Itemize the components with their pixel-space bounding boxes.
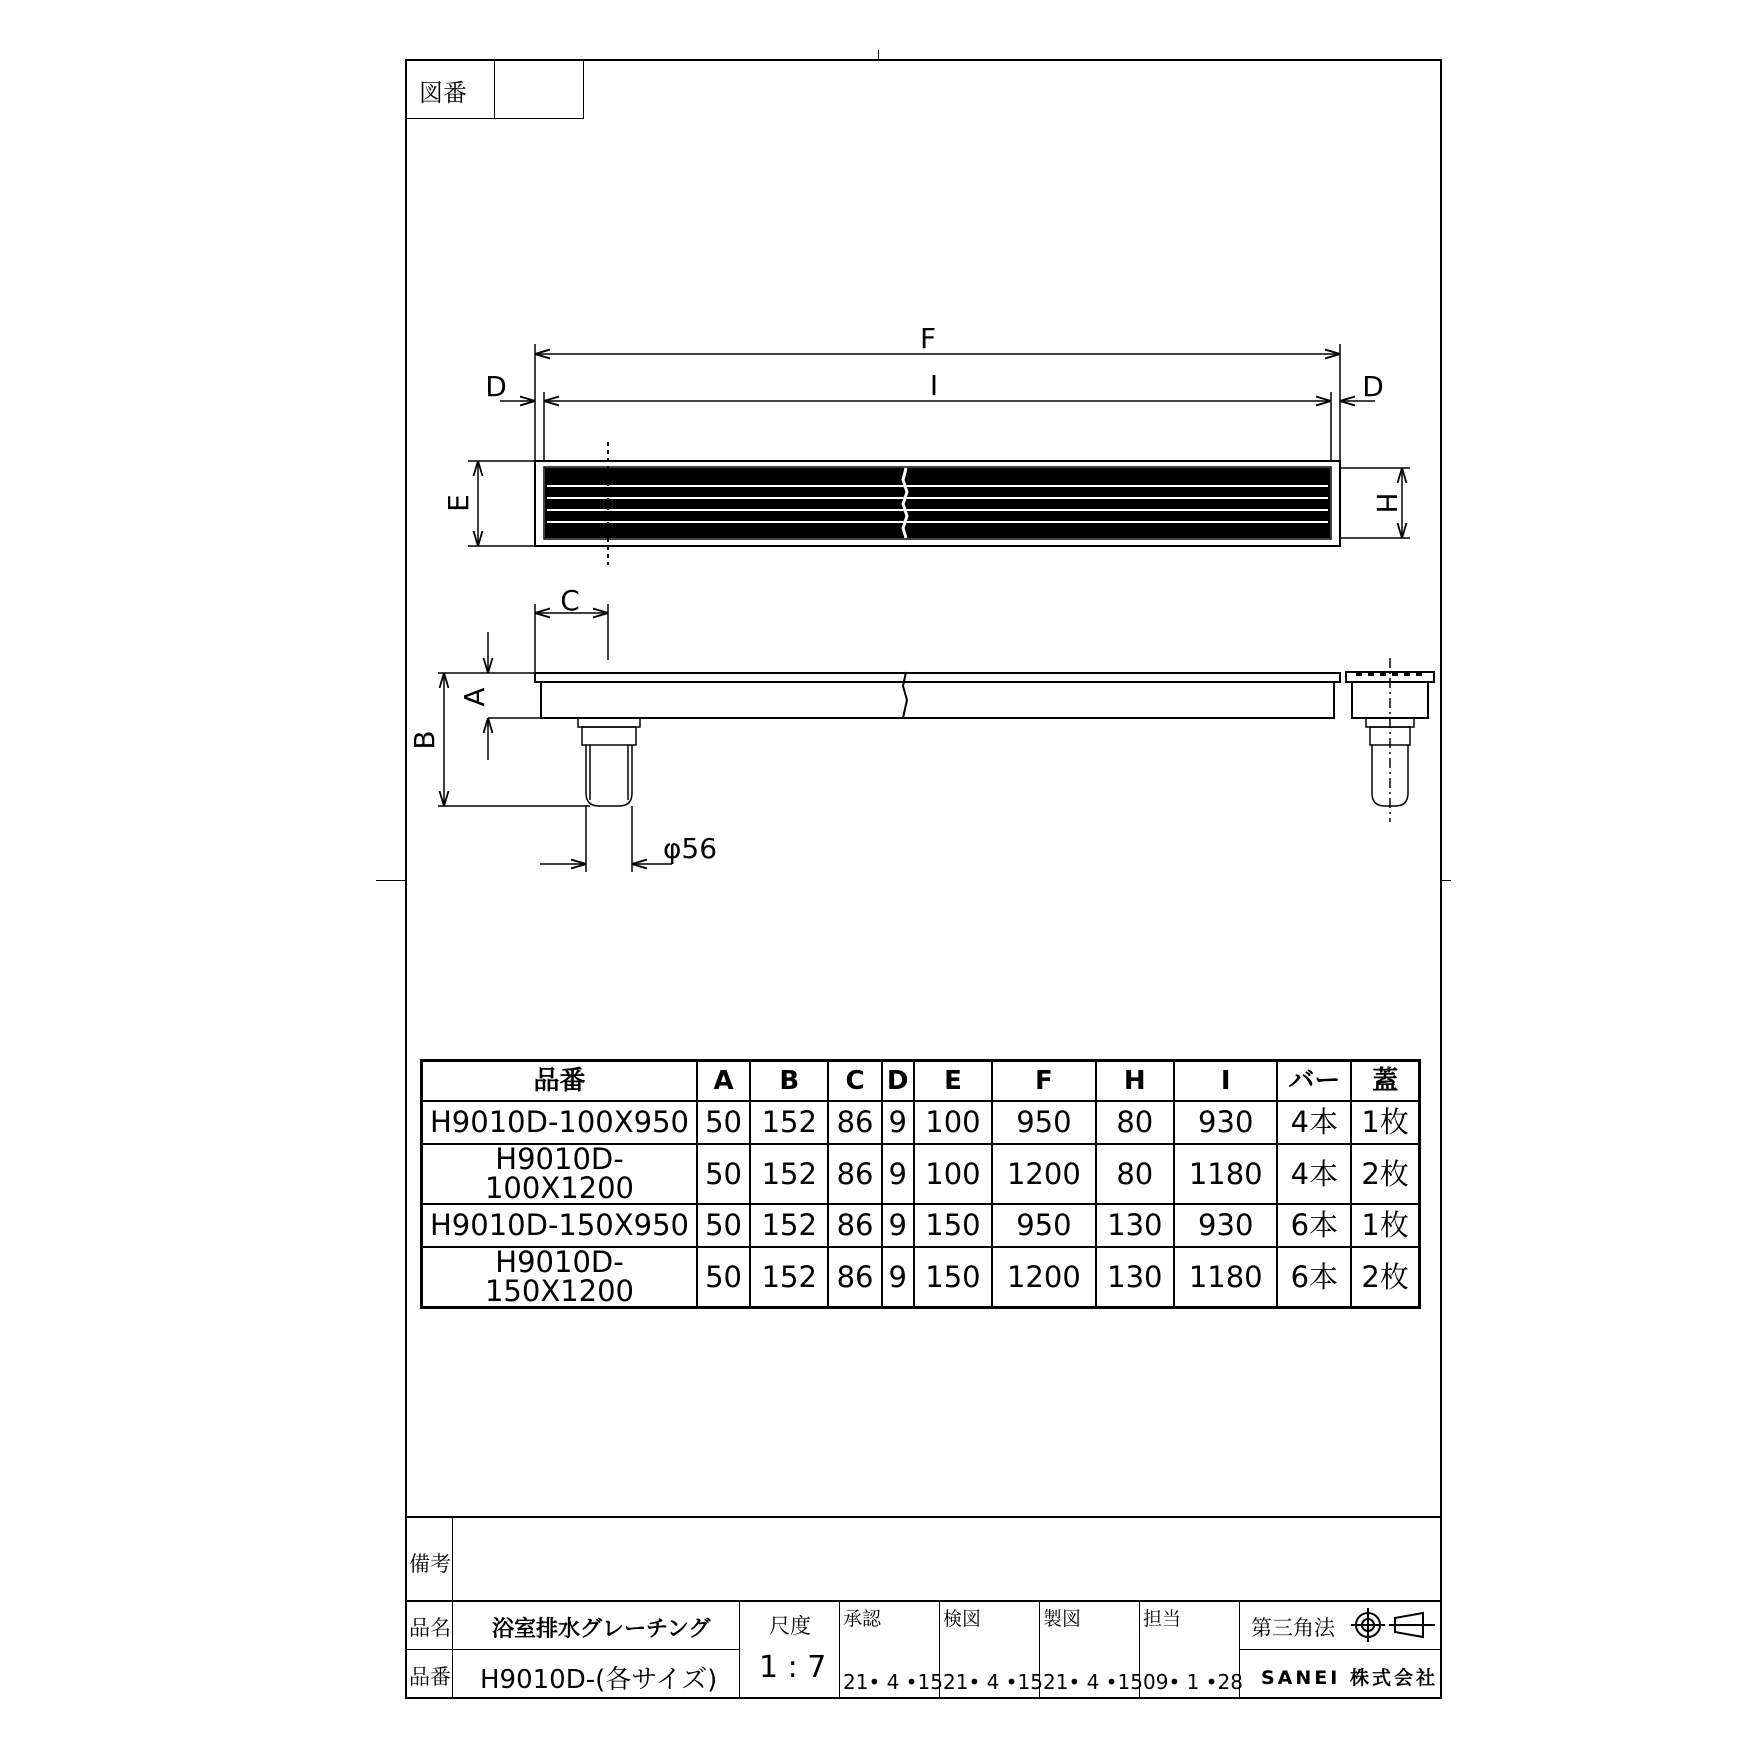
label-B: B — [408, 730, 441, 750]
drawing-no-label: 図番 — [419, 79, 467, 107]
cell-E: 100 — [914, 1101, 992, 1144]
col-header-part-no: 品番 — [422, 1061, 698, 1102]
cell-lid: 2枚 — [1351, 1247, 1419, 1308]
cell-bar: 6本 — [1277, 1247, 1351, 1308]
cell-F: 1200 — [992, 1247, 1096, 1308]
label-D-left: D — [485, 370, 507, 403]
cell-E: 100 — [914, 1144, 992, 1204]
cell-C: 86 — [828, 1144, 881, 1204]
drawn-date: 21• 4 •15 — [1043, 1670, 1143, 1694]
drawn-cell — [1039, 1600, 1143, 1699]
label-D-right: D — [1362, 370, 1384, 403]
col-header-lid: 蓋 — [1351, 1061, 1419, 1102]
cell-I: 930 — [1174, 1101, 1278, 1144]
product-no-label: 品番 — [409, 1665, 451, 1689]
projection-cell — [1239, 1600, 1442, 1650]
col-header-D: D — [882, 1061, 914, 1102]
label-phi56: φ56 — [662, 832, 718, 865]
cell-part-no: H9010D-100X950 — [422, 1101, 698, 1144]
product-name-label-cell — [405, 1600, 453, 1650]
table-row — [422, 1144, 1420, 1204]
product-no-label-cell — [405, 1649, 453, 1699]
charge-label: 担当 — [1143, 1608, 1182, 1630]
cell-A: 50 — [697, 1247, 750, 1308]
cell-D: 9 — [882, 1101, 914, 1144]
grating-surface — [545, 468, 1330, 538]
product-name-cell — [452, 1600, 740, 1650]
cell-B: 152 — [750, 1101, 828, 1144]
third-angle-projection-icon — [1351, 1608, 1437, 1642]
break-line-side — [903, 672, 907, 718]
remarks-label: 備考 — [409, 1552, 451, 1576]
cell-bar: 4本 — [1277, 1101, 1351, 1144]
cell-part-no: H9010D-150X1200 — [422, 1247, 698, 1308]
scale-value: 1 : 7 — [759, 1650, 827, 1685]
drawn-label: 製図 — [1043, 1608, 1082, 1630]
table-row — [422, 1101, 1420, 1144]
cell-I: 1180 — [1174, 1247, 1278, 1308]
checked-date: 21• 4 •15 — [943, 1670, 1043, 1694]
product-no: H9010D-(各サイズ) — [480, 1665, 718, 1695]
spec-table — [420, 1059, 1421, 1309]
table-row — [422, 1247, 1420, 1308]
end-view-pipe — [1372, 745, 1408, 806]
col-header-B: B — [750, 1061, 828, 1102]
cell-A: 50 — [697, 1204, 750, 1247]
remarks-label-cell — [405, 1516, 453, 1600]
cell-part-no: H9010D-100X1200 — [422, 1144, 698, 1204]
cell-H: 130 — [1096, 1247, 1174, 1308]
cell-bar: 6本 — [1277, 1204, 1351, 1247]
cell-C: 86 — [828, 1204, 881, 1247]
checked-cell — [939, 1600, 1043, 1699]
side-view-flange — [535, 673, 1340, 682]
cell-A: 50 — [697, 1101, 750, 1144]
cell-bar: 4本 — [1277, 1144, 1351, 1204]
cell-C: 86 — [828, 1247, 881, 1308]
company-cell — [1239, 1649, 1442, 1699]
label-F: F — [919, 322, 937, 355]
label-H: H — [1370, 492, 1403, 514]
remarks-row — [405, 1516, 1442, 1600]
cell-lid: 2枚 — [1351, 1144, 1419, 1204]
cell-E: 150 — [914, 1204, 992, 1247]
product-no-cell — [452, 1649, 740, 1699]
cell-F: 950 — [992, 1204, 1096, 1247]
cell-F: 1200 — [992, 1144, 1096, 1204]
col-header-E: E — [914, 1061, 992, 1102]
product-name-label: 品名 — [409, 1616, 451, 1640]
cell-lid: 1枚 — [1351, 1204, 1419, 1247]
cell-H: 80 — [1096, 1101, 1174, 1144]
col-header-H: H — [1096, 1061, 1174, 1102]
cell-A: 50 — [697, 1144, 750, 1204]
cell-B: 152 — [750, 1204, 828, 1247]
cell-D: 9 — [882, 1204, 914, 1247]
cell-C: 86 — [828, 1101, 881, 1144]
outlet-collar — [582, 727, 636, 745]
charge-cell — [1139, 1600, 1243, 1699]
cell-I: 1180 — [1174, 1144, 1278, 1204]
cell-D: 9 — [882, 1247, 914, 1308]
approved-date: 21• 4 •15 — [843, 1670, 943, 1694]
cell-H: 130 — [1096, 1204, 1174, 1247]
checked-label: 検図 — [943, 1608, 982, 1630]
col-header-A: A — [697, 1061, 750, 1102]
label-I: I — [929, 369, 939, 402]
side-view-body — [541, 682, 1334, 718]
product-name: 浴室排水グレーチング — [492, 1617, 711, 1642]
projection-label: 第三角法 — [1251, 1616, 1335, 1640]
label-A: A — [458, 687, 491, 707]
cell-F: 950 — [992, 1101, 1096, 1144]
company-name: SANEI 株式会社 — [1261, 1667, 1438, 1689]
label-E: E — [442, 494, 475, 512]
cell-B: 152 — [750, 1247, 828, 1308]
spec-table-header-row — [422, 1061, 1420, 1102]
col-header-bar: バー — [1277, 1061, 1351, 1102]
cell-lid: 1枚 — [1351, 1101, 1419, 1144]
charge-date: 09• 1 •28 — [1143, 1670, 1243, 1694]
cell-part-no: H9010D-150X950 — [422, 1204, 698, 1247]
table-row — [422, 1204, 1420, 1247]
approved-cell — [839, 1600, 943, 1699]
label-C: C — [560, 584, 580, 617]
col-header-F: F — [992, 1061, 1096, 1102]
scale-cell — [739, 1600, 840, 1699]
col-header-C: C — [828, 1061, 881, 1102]
col-header-I: I — [1174, 1061, 1278, 1102]
cell-E: 150 — [914, 1247, 992, 1308]
outlet-nut — [578, 718, 640, 727]
cell-I: 930 — [1174, 1204, 1278, 1247]
outlet-pipe — [586, 745, 632, 806]
cell-H: 80 — [1096, 1144, 1174, 1204]
cell-B: 152 — [750, 1144, 828, 1204]
approved-label: 承認 — [843, 1608, 882, 1630]
cell-D: 9 — [882, 1144, 914, 1204]
scale-label: 尺度 — [769, 1614, 811, 1638]
